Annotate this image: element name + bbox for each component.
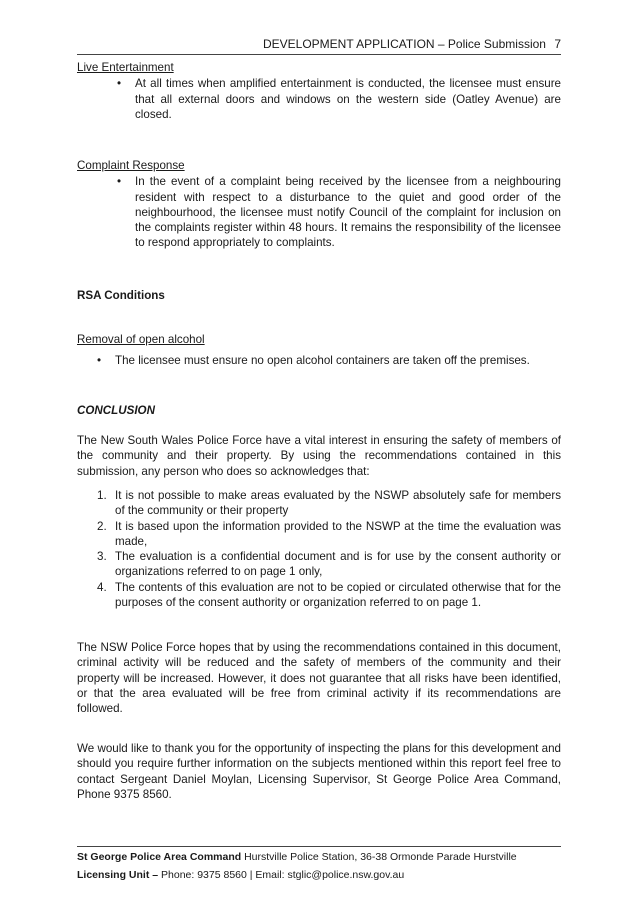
paragraph-hopes: The NSW Police Force hopes that by using the recommendations contained in this document, criminal activity will be reduced and the safety of members of the community and their property will be increased. However, it does not guarantee that all risks have been identified, or that the area evaluated will be free from criminal activity if its recommendations are followed. (77, 641, 561, 716)
bullet-icon: • (97, 354, 102, 368)
footer-unit-line (77, 868, 561, 883)
bullet-list (77, 174, 561, 250)
header-title: DEVELOPMENT APPLICATION – Police Submission (262, 37, 546, 51)
list-item: 1. It is not possible to make areas evaluated by the NSWP absolutely safe for members of the community or their property (97, 489, 561, 518)
list-item: 2. It is based upon the information provided to the NSWP at the time the evaluation was made, (97, 519, 561, 548)
bullet-icon: • (117, 175, 122, 189)
header-divider (77, 54, 561, 55)
section-heading: Removal of open alcohol (77, 333, 205, 346)
section-removal-open-alcohol (77, 332, 561, 369)
list-item: • At all times when amplified entertainment is conducted, the licensee must ensure that all external doors and windows on the western side (Oatley Avenue) are closed. (117, 77, 561, 121)
bullet-list (77, 353, 561, 368)
rsa-conditions-heading: RSA Conditions (77, 289, 165, 302)
conclusion-numbered-list (77, 488, 561, 610)
section-live-entertainment (77, 60, 561, 122)
section-heading: Complaint Response (77, 159, 185, 172)
numbered-list (77, 488, 561, 610)
footer-unit-contact: Phone: 9375 8560 | Email: stglic@police.nsw.gov.au (158, 869, 405, 881)
list-item: • The licensee must ensure no open alcohol containers are taken off the premises. (97, 354, 530, 368)
conclusion-intro: The New South Wales Police Force have a vital interest in ensuring the safety of members of the community and their property. By using the recommendations contained in this submission, any person who does so acknowledges that: (77, 434, 561, 478)
bullet-list (77, 76, 561, 122)
footer-divider (77, 846, 561, 847)
list-item: 3. The evaluation is a confidential document and is for use by the consent authority or organizations referred to on page 1 only, (97, 550, 561, 579)
footer-unit-name: Licensing Unit – (77, 869, 159, 881)
footer-command-name: St George Police Area Command (77, 851, 242, 863)
section-heading: Live Entertainment (77, 61, 174, 74)
list-item: • In the event of a complaint being received by the licensee from a neighbouring resident with respect to a disturbance to the quiet and good order of the neighbourhood, the licensee must notify Council of the complaint for inclusion on the complaints register within 48 hours. It remains the responsibility of the licensee to respond appropriately to complaints. (117, 175, 561, 250)
bullet-icon: • (117, 77, 122, 91)
list-item: 4. The contents of this evaluation are not to be copied or circulated otherwise that for the purposes of the consent authority or organization referred to on page 1. (97, 580, 561, 610)
section-complaint-response (77, 158, 561, 251)
header-page-number: 7 (554, 37, 561, 51)
conclusion-heading: CONCLUSION (77, 404, 155, 417)
page-header (77, 37, 561, 52)
footer-command-line (77, 850, 561, 865)
footer-command-address: Hurstville Police Station, 36-38 Ormonde Parade Hurstville (241, 851, 517, 863)
paragraph-thanks: We would like to thank you for the opportunity of inspecting the plans for this development and should you require further information on the subjects mentioned within this report feel free to contact Sergeant Daniel Moylan, Licensing Supervisor, St George Police Area Command, Phone 9375 8560. (77, 742, 561, 801)
